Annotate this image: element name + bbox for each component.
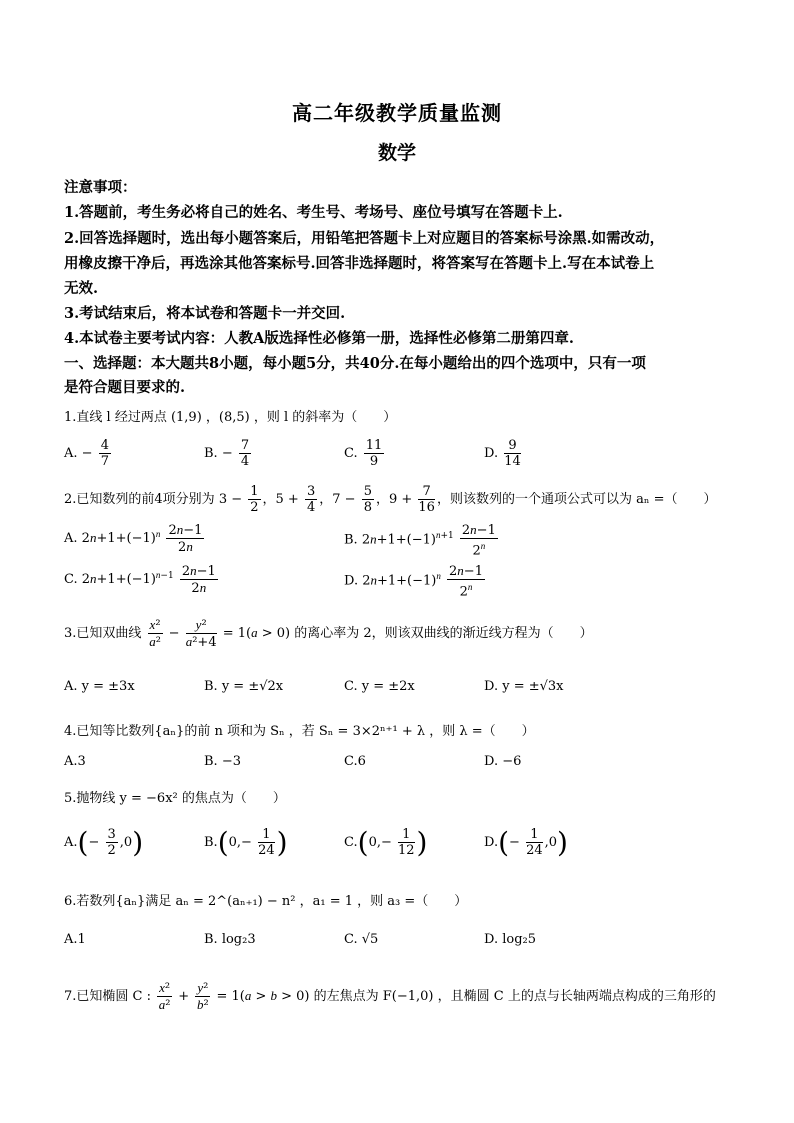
question-6: 6.若数列{aₙ}满足 aₙ = 2^(aₙ₊₁) − n² ，a₁ = 1 ，则 a₃ =（ ） xyxy=(64,894,468,909)
section-heading-cont: 是符合题目要求的. xyxy=(64,379,186,396)
notice-item-3: 3.考试结束后，将本试卷和答题卡一并交回. xyxy=(64,305,346,322)
subject-title: 数学 xyxy=(377,142,416,164)
question-2: 2.已知数列的前4项分别为 3 − $\frac{1}{2}$ ，5 + $\frac{3}{4}$ ，7 − $\frac{5}{8}$ ，9 + $\frac{7}{16}$ ，则该数列的一个通项公式可以为 aₙ =（ ） xyxy=(64,484,717,515)
q1-option-c: C. $\frac{11}{9}$ xyxy=(344,438,383,469)
q6-option-a: A.1 xyxy=(64,932,86,947)
question-4: 4.已知等比数列{aₙ}的前 n 项和为 Sₙ ，若 Sₙ = 3×2ⁿ⁺¹ + λ ，则 λ =（ ） xyxy=(64,724,535,739)
q6-option-d: D. log₂5 xyxy=(484,932,537,947)
q4-option-a: A.3 xyxy=(64,754,86,769)
q1-option-b: B. − $\frac{7}{4}$ xyxy=(204,438,250,469)
question-7: 7.已知椭圆 C : $\frac{\text{x²}}{\text{a²}}$ + $\frac{\text{y²}}{\text{b²}}$ = 1(a > b > 0) 的左焦点为 F(−1,0) ，且椭圆 C 上的点与长轴两端点构成的三角形的 xyxy=(64,980,716,1013)
q3-option-a: A. y = ±3x xyxy=(64,679,135,694)
q5-option-c: C.(0,− $\frac{1}{12}$ ) xyxy=(344,826,428,859)
notice-item-2-cont: 用橡皮擦干净后，再选涂其他答案标号.回答非选择题时，将答案写在答题卡上.写在本试卷上 xyxy=(64,255,655,272)
q6-option-b: B. log₂3 xyxy=(204,932,256,947)
page-title: 高二年级教学质量监测 xyxy=(292,101,502,125)
notice-item-1: 1.答题前，考生务必将自己的姓名、考生号、考场号、座位号填写在答题卡上. xyxy=(64,204,563,221)
question-1: 1.直线 l 经过两点 (1,9) ，(8,5) ，则 l 的斜率为（ ） xyxy=(64,410,397,425)
q2-option-c: C. $2n+1+(-1)^{n-1}$ $\frac{2n-1}{2n}$ xyxy=(64,563,216,596)
q5-option-b: B.(0,− $\frac{1}{24}$ ) xyxy=(204,826,288,859)
q3-option-b: B. y = ±√2x xyxy=(204,679,284,694)
q2-option-a: A. $2n+1+(-1)^n$ $\frac{2n-1}{2n}$ xyxy=(64,522,203,555)
notice-item-2: 2.回答选择题时，选出每小题答案后，用铅笔把答题卡上对应题目的答案标号涂黑.如需改动， xyxy=(64,230,665,247)
question-5: 5.抛物线 y = −6x² 的焦点为（ ） xyxy=(64,791,286,806)
q6-option-c: C. √5 xyxy=(344,932,379,947)
q4-option-d: D. −6 xyxy=(484,754,522,769)
q1-option-d: D. $\frac{9}{14}$ xyxy=(484,438,521,469)
notice-item-4: 4.本试卷主要考试内容：人教A版选择性必修第一册，选择性必修第二册第四章. xyxy=(64,330,574,347)
question-3: 3.已知双曲线 $\frac{\text{x²}}{\text{a²}}$ − $\frac{\text{y²}}{\text{a²+4}}$ = 1(a > 0) 的离心率为 2，则该双曲线的渐近线方程为（ ） xyxy=(64,617,593,650)
q3-option-d: D. y = ±√3x xyxy=(484,679,564,694)
q4-option-b: B. −3 xyxy=(204,754,241,769)
q5-option-a: A.(− $\frac{3}{2}$ ,0) xyxy=(64,826,144,859)
notice-heading: 注意事项： xyxy=(64,179,137,196)
q3-option-c: C. y = ±2x xyxy=(344,679,415,694)
q4-option-c: C.6 xyxy=(344,754,366,769)
q5-option-d: D.(− $\frac{1}{24}$ ,0) xyxy=(484,826,568,859)
q1-option-a: A. − $\frac{4}{7}$ xyxy=(64,438,109,469)
notice-item-2-end: 无效. xyxy=(64,280,99,297)
q2-option-d: D. $2n+1+(-1)^n$ $\frac{2n-1}{2^n}$ xyxy=(344,563,483,600)
q2-option-b: B. $2n+1+(-1)^{n+1}$ $\frac{2n-1}{2^n}$ xyxy=(344,522,496,559)
section-heading: 一、选择题：本大题共8小题，每小题5分，共40分.在每小题给出的四个选项中，只有一项 xyxy=(64,355,646,372)
